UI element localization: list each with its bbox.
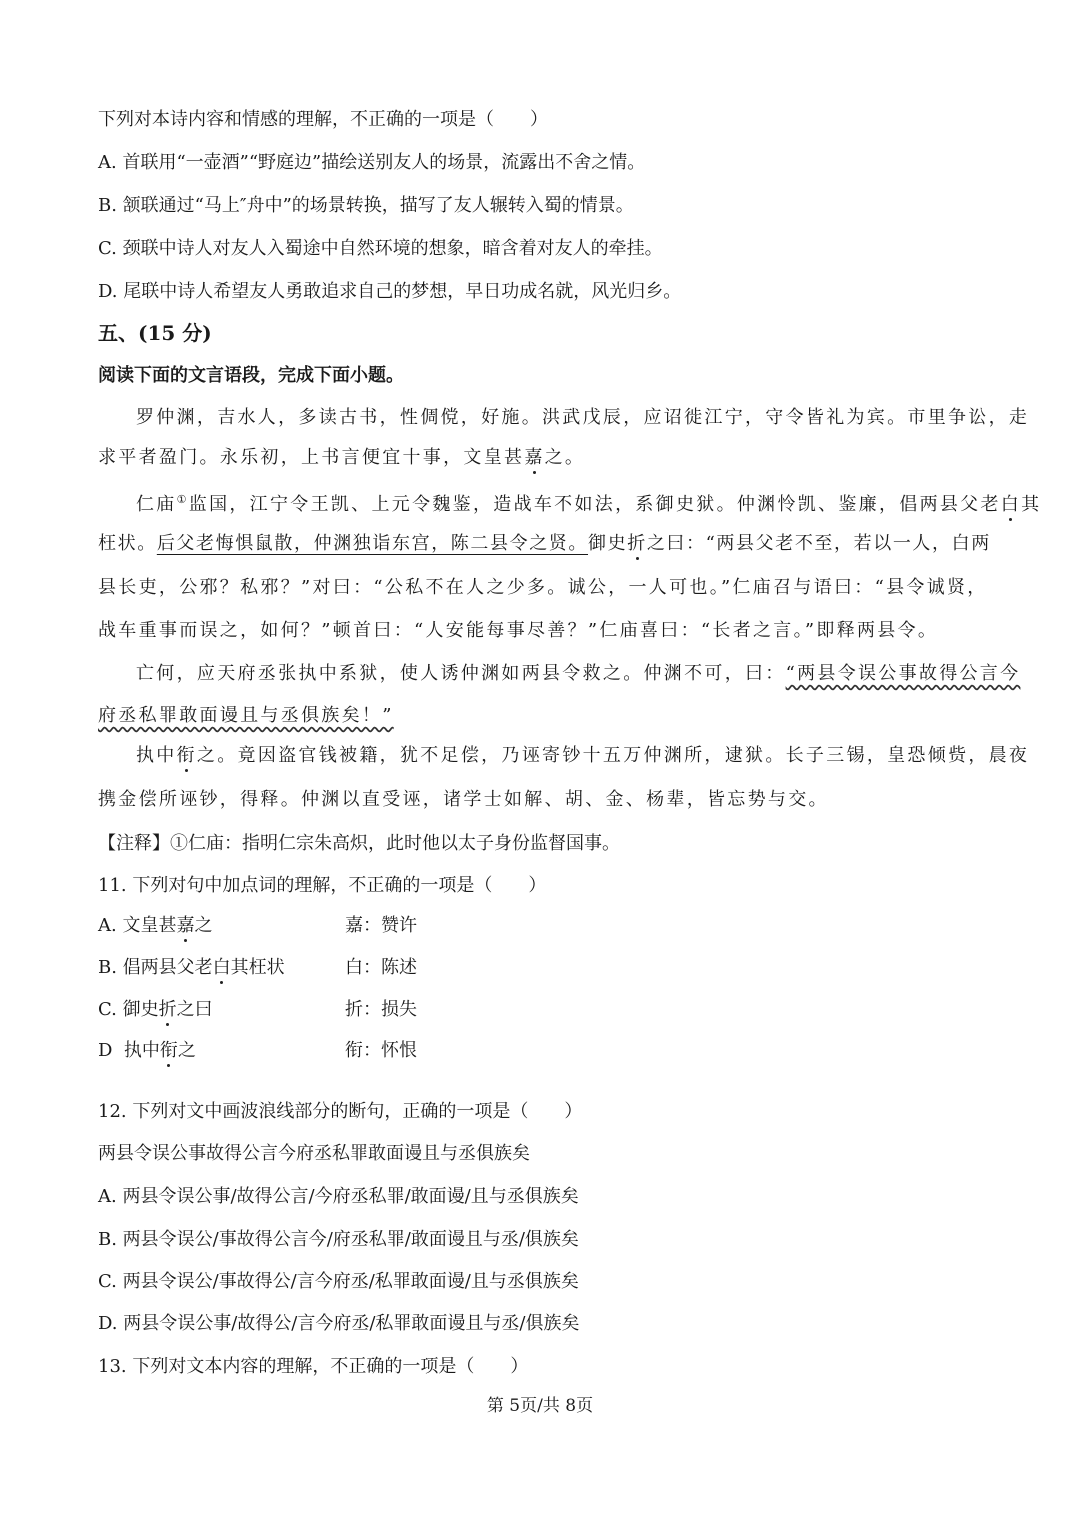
underlined-sentence: 后父老悔惧鼠散，仲渊独诣东宫，陈二县令之贤。	[156, 533, 589, 554]
wavy-underlined-text: “两县令误公事故得公言今	[785, 663, 1021, 684]
dotted-word-xian: 衔	[176, 745, 197, 766]
q11-option-a	[98, 914, 212, 938]
q10-option-d: D. 尾联中诗人希望友人勇敢追求自己的梦想，早日功成名就，风光归乡。	[98, 281, 682, 302]
dotted-word: 折	[158, 999, 177, 1020]
text-span: 求平者盈门。永乐初，上书言便宜十事，文皇甚	[98, 447, 525, 468]
passage-p3-line1	[136, 662, 1020, 686]
q11-option-c	[98, 998, 213, 1022]
q12-option-d: D. 两县令误公事/故得公/言今府丞/私罪敢面谩且与丞/俱族矣	[98, 1313, 580, 1334]
text-span: 之曰：“两县父老不至，若以一人，白两	[646, 533, 991, 554]
dotted-word: 白	[212, 957, 231, 978]
page-footer: 第 5页/共 8页	[486, 1396, 594, 1416]
q11-gloss-b: 白：陈述	[345, 957, 417, 978]
passage-p2-line2	[98, 532, 991, 556]
passage-p4-line2: 携金偿所诬钞，得释。仲渊以直受诬，诸学士如解、胡、金、杨辈，皆忘势与交。	[98, 789, 829, 810]
text-span: 枉状。	[98, 533, 157, 554]
option-rest: 之曰	[176, 999, 213, 1020]
wavy-underlined-text: 府丞私罪敢面谩且与丞俱族矣！”	[98, 705, 394, 726]
dotted-word-jia: 嘉	[524, 447, 545, 468]
q12-option-a: A. 两县令误公事/故得公言/今府丞私罪/敢面谩/且与丞俱族矣	[98, 1186, 579, 1207]
option-label: B. 倡两县父老	[98, 957, 213, 978]
text-span: 监国，江宁令王凯、上元令魏鉴，造战车不如法，系御史狱。仲渊怜凯、鉴廉，倡两县父老	[188, 494, 1001, 515]
dotted-word-zhe: 折	[627, 533, 647, 554]
option-label: A. 文皇甚	[98, 915, 177, 936]
passage-p1-line2	[98, 446, 585, 470]
section-heading: 五、(15 分)	[98, 321, 212, 345]
option-rest: 其枉状	[230, 957, 285, 978]
option-label: C. 御史	[98, 999, 159, 1020]
passage-p2-line1	[136, 488, 1041, 517]
q12-option-b: B. 两县令误公/事故得公言今/府丞私罪/敢面谩且与丞/俱族矣	[98, 1229, 579, 1250]
dotted-word-bai: 白	[1000, 494, 1022, 515]
dotted-word: 嘉	[176, 915, 195, 936]
q12-sentence: 两县令误公事故得公言今府丞私罪敢面谩且与丞俱族矣	[98, 1143, 530, 1164]
q10-option-a: A. 首联用“一壶酒”“野庭边”描绘送别友人的场景，流露出不舍之情。	[98, 152, 646, 173]
q11-gloss-d: 衔：怀恨	[345, 1040, 417, 1061]
text-span: 御史	[588, 533, 628, 554]
passage-p1-line1: 罗仲渊，吉水人，多读古书，性倜傥，好施。洪武戊辰，应诏徙江宁，守令皆礼为宾。市里争讼，走	[136, 407, 1030, 428]
q12-stem: 12. 下列对文中画波浪线部分的断句，正确的一项是（ ）	[98, 1101, 583, 1122]
text-span: 之。	[544, 447, 586, 468]
q13-stem: 13. 下列对文本内容的理解，不正确的一项是（ ）	[98, 1356, 529, 1377]
option-rest: 之	[177, 1040, 196, 1061]
q11-gloss-a: 嘉：赞许	[345, 915, 417, 936]
q11-option-b	[98, 956, 285, 980]
passage-p2-line4: 战车重事而误之，如何？”顿首曰：“人安能每事尽善？”仁庙喜曰：“长者之言。”即释两县令。	[98, 620, 939, 641]
q10-option-b: B. 颔联通过“马上″舟中”的场景转换，描写了友人辗转入蜀的情景。	[98, 195, 634, 216]
option-rest: 之	[194, 915, 213, 936]
annotation-note: 【注释】①仁庙：指明仁宗朱高炽，此时他以太子身份监督国事。	[98, 833, 620, 854]
passage-p4-line1	[136, 744, 1029, 768]
text-span: 其	[1021, 494, 1042, 515]
text-span: 执中	[136, 745, 177, 766]
text-span: 仁庙	[136, 494, 177, 515]
q12-option-c: C. 两县令误公/事故得公/言今府丞/私罪敢面谩/且与丞俱族矣	[98, 1271, 579, 1292]
q11-gloss-c: 折：损失	[345, 999, 417, 1020]
option-label: D 执中	[98, 1040, 160, 1061]
passage-p3-line2	[98, 704, 394, 728]
text-span: 之。竟因盗官钱被籍，犹不足偿，乃诬寄钞十五万仲渊所，逮狱。长子三锡，皇恐倾赀，晨夜	[196, 745, 1030, 766]
q10-option-c: C. 颈联中诗人对友人入蜀途中自然环境的想象，暗含着对友人的牵挂。	[98, 238, 663, 259]
q10-stem: 下列对本诗内容和情感的理解，不正确的一项是（ ）	[98, 109, 548, 130]
q11-option-d	[98, 1039, 196, 1063]
footnote-marker: ①	[176, 493, 189, 506]
text-span: 亡何，应天府丞张执中系狱，使人诱仲渊如两县令救之。仲渊不可，曰：	[136, 663, 786, 684]
section-instruction: 阅读下面的文言语段，完成下面小题。	[98, 365, 404, 386]
dotted-word: 衔	[159, 1040, 178, 1061]
passage-p2-line3: 县长吏，公邪？私邪？”对曰：“公私不在人之少多。诚公，一人可也。”仁庙召与语曰：“县令诚贤，	[98, 577, 988, 598]
q11-stem: 11. 下列对句中加点词的理解，不正确的一项是（ ）	[98, 875, 547, 896]
